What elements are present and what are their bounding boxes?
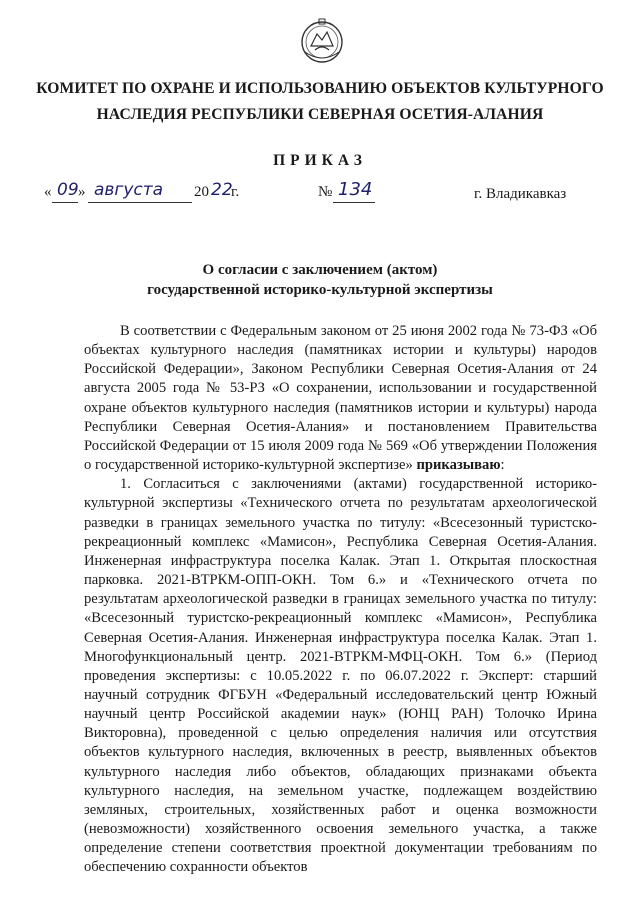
preamble-paragraph	[84, 322, 597, 475]
date-month: августа	[94, 180, 164, 200]
date-quote-open: «	[44, 184, 52, 200]
date-day: 09	[57, 180, 79, 200]
preamble-text: В соответствии с Федеральным законом от 25 июня 2002 года № 73-ФЗ «Об объектах культурного наследия (памятниках истории и культуры) народов Российской Федерации», Законом Республики Северная Осетия-Алания от 24 августа 2005 года № 53-РЗ «О сохранении, использовании и государственной охране объектов культурного наследия (памятников истории и культуры) народа Республики Северная Осетия-Алания» и постановлением Правительства Российской Федерации от 15 июля 2009 года № 569 «Об утверждении Положения о государственной историко-культурной экспертизе»	[84, 323, 597, 474]
document-title	[60, 260, 580, 300]
month-underline	[88, 202, 192, 203]
document-body	[84, 322, 597, 878]
number-underline	[333, 202, 375, 203]
item-1-paragraph: 1. Согласиться с заключениями (актами) государственной историко-культурной экспертизы «Технического отчета по результатам археологической разведки в границах земельного участка по титулу: «Всесезонный туристско-рекреационный комплекс «Мамисон», Республика Северная Осетия-Алания. Инженерная инфраструктура поселка Калак. Этап 1. Открытая плоскостная парковка. 2021-ВТРКМ-ОПП-ОКН. Том 6.» и «Технического отчета по результатам археологической разведки в границах земельного участка по титулу: «Всесезонный туристско-рекреационный комплекс «Мамисон», Республика Северная Осетия-Алания. Инженерная инфраструктура поселка Калак. Этап 1. Многофункциональный центр. 2021-ВТРКМ-МФЦ-ОКН. Том 6.» (Период проведения экспертизы: с 10.05.2022 г. по 06.07.2022 г. Эксперт: старший научный сотрудник ФГБУН «Федеральный исследовательский центр Южный научный центр Российской академии наук» (ЮНЦ РАН) Толочко Ирина Викторовна), проведенной с целью определения наличия или отсутствия объектов культурного наследия, включенных в реестр, выявленных объектов культурного наследия либо объектов, обладающих признаками объекта культурного наследия, на земельном участке, подлежащем воздействию земляных, строительных, хозяйственных работ и оценка возможности (невозможности) хозяйственного освоения земельного участка, а также определение степени соответствия проектной документации требованиям по обеспечению сохранности объектов	[84, 476, 597, 876]
date-quote-close: »	[78, 184, 86, 200]
number-label: №	[318, 184, 333, 200]
organization-name-line2: НАСЛЕДИЯ РЕСПУБЛИКИ СЕВЕРНАЯ ОСЕТИЯ-АЛАНИЯ	[96, 106, 544, 123]
city: г. Владикавказ	[474, 186, 567, 202]
date-year-prefix: 20	[194, 184, 209, 200]
day-underline	[52, 202, 78, 203]
organization-name-line1: КОМИТЕТ ПО ОХРАНЕ И ИСПОЛЬЗОВАНИЮ ОБЪЕКТОВ КУЛЬТУРНОГО	[36, 80, 604, 97]
republic-coat-of-arms-icon	[297, 16, 347, 66]
order-colon: :	[500, 457, 505, 474]
order-number-value: 134	[338, 179, 373, 200]
date-year-unit: г.	[231, 184, 240, 200]
order-word: приказываю	[416, 457, 501, 474]
title-line2: государственной историко-культурной экспертизы	[147, 282, 493, 298]
document-type: ПРИКАЗ	[273, 152, 367, 169]
title-line1: О согласии с заключением (актом)	[202, 262, 438, 278]
date-year-suffix: 22	[211, 180, 233, 200]
